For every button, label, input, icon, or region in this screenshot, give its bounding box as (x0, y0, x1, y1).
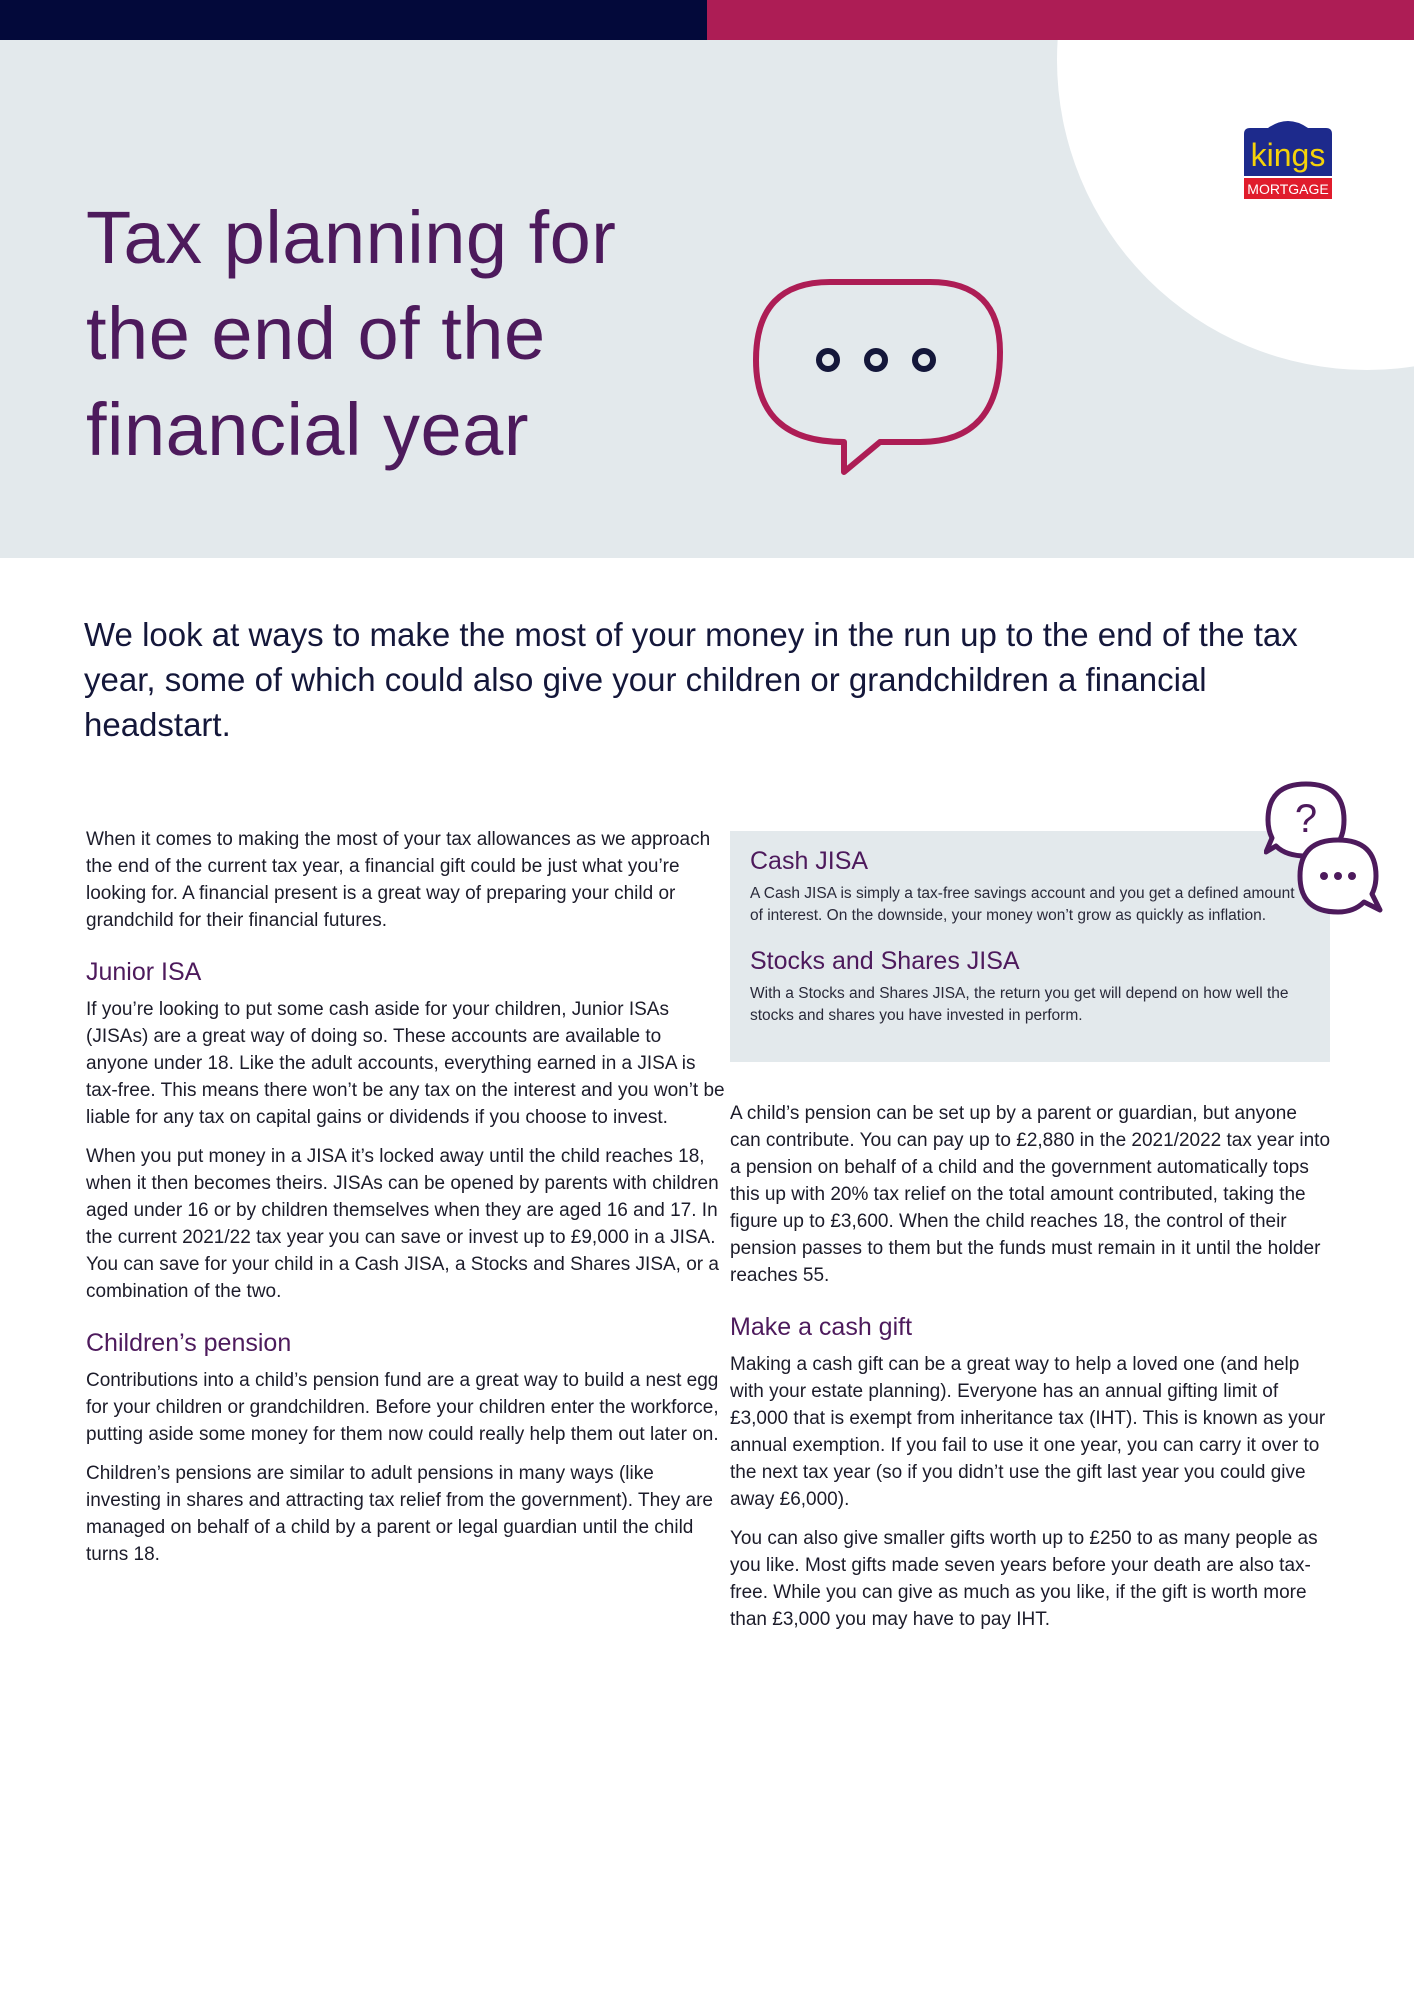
kings-logo (1240, 120, 1336, 202)
childrens-pension-heading: Children’s pension (86, 1329, 292, 1357)
cash-jisa-heading: Cash JISA (750, 847, 869, 875)
cash-gift-paragraph-2: You can also give smaller gifts worth up to £250 to as many people as you like. Most gifts made seven years before your death are also tax-free. While you can give as much as you like, if the gift is worth more than £3,000 you may have to pay IHT. (730, 1528, 1318, 1630)
junior-isa-paragraph-1: If you’re looking to put some cash aside for your children, Junior ISAs (JISAs) are a great way of doing so. These accounts are available to anyone under 18. Like the adult accounts, everything earned in a JISA is tax-free. This means there won’t be any tax on the interest and you won’t be liable for any tax on capital gains or dividends if you choose to invest. (86, 999, 725, 1128)
top-bar-navy (0, 0, 707, 40)
title-line-1: Tax planning for (86, 196, 617, 279)
svg-text:?: ? (1294, 797, 1318, 841)
intro-paragraph: We look at ways to make the most of your money in the run up to the end of the tax year, some of which could also give your children or grandchildren a financial headstart. (84, 616, 1298, 743)
opening-paragraph: When it comes to making the most of your tax allowances as we approach the end of the current tax year, a financial gift could be just what you’re looking for. A financial present is a great way of preparing your child or grandchild for their financial futures. (86, 829, 711, 931)
hero-decorative-circle (1057, 40, 1414, 370)
cash-gift-paragraph-1: Making a cash gift can be a great way to help a loved one (and help with your estate planning). Everyone has an annual gifting limit of £3,000 that is exempt from inheritance tax (IHT). This is known as your annual exemption. If you fail to use it one year, you can carry it over to the next tax year (so if you didn’t use the gift last year you could give away £6,000). (730, 1354, 1326, 1510)
title-line-2: the end of the (86, 292, 546, 375)
stocks-jisa-text: With a Stocks and Shares JISA, the return you get will depend on how well the stocks and shares you have invested in perform. (750, 985, 1289, 1024)
logo-tagline-text: MORTGAGE (1247, 181, 1329, 197)
jisa-info-box (730, 831, 1330, 1062)
right-column (730, 1100, 1330, 1645)
page-title (86, 190, 686, 478)
cash-jisa-text: A Cash JISA is simply a tax-free savings account and you get a defined amount of interest. On the downside, your money won’t grow as quickly as inflation. (750, 885, 1295, 924)
title-line-3: financial year (86, 388, 530, 471)
childrens-pension-paragraph-2: Children’s pensions are similar to adult pensions in many ways (like investing in shares and attracting tax relief from the government). They are managed on behalf of a child by a parent or legal guardian until the child turns 18. (86, 1463, 713, 1565)
junior-isa-paragraph-2: When you put money in a JISA it’s locked away until the child reaches 18, when it then becomes theirs. JISAs can be opened by parents with children aged under 16 or by children themselves when they are aged 16 and 17. In the current 2021/22 tax year you can save or invest up to £9,000 in a JISA. You can save for your child in a Cash JISA, a Stocks and Shares JISA, or a combination of the two. (86, 1146, 719, 1302)
junior-isa-heading: Junior ISA (86, 958, 202, 986)
question-chat-icon (1264, 780, 1384, 915)
left-column (86, 826, 726, 1580)
pension-contribution-paragraph: A child’s pension can be set up by a parent or guardian, but anyone can contribute. You can pay up to £2,880 in the 2021/2022 tax year into a pension on behalf of a child and the government automatically tops this up with 20% tax relief on the total amount contributed, taking the figure up to £3,600. When the child reaches 18, the control of their pension passes to them but the funds must remain in it until the holder reaches 55. (730, 1103, 1331, 1286)
childrens-pension-paragraph-1: Contributions into a child’s pension fund are a great way to build a nest egg for your children or grandchildren. Before your children enter the workforce, putting aside some money for them now could really help them out later on. (86, 1370, 719, 1445)
speech-bubble-icon (750, 270, 1010, 490)
cash-gift-heading: Make a cash gift (730, 1313, 913, 1341)
stocks-jisa-heading: Stocks and Shares JISA (750, 947, 1020, 975)
logo-brand-text: kings (1250, 137, 1326, 173)
top-bar-magenta (707, 0, 1414, 40)
